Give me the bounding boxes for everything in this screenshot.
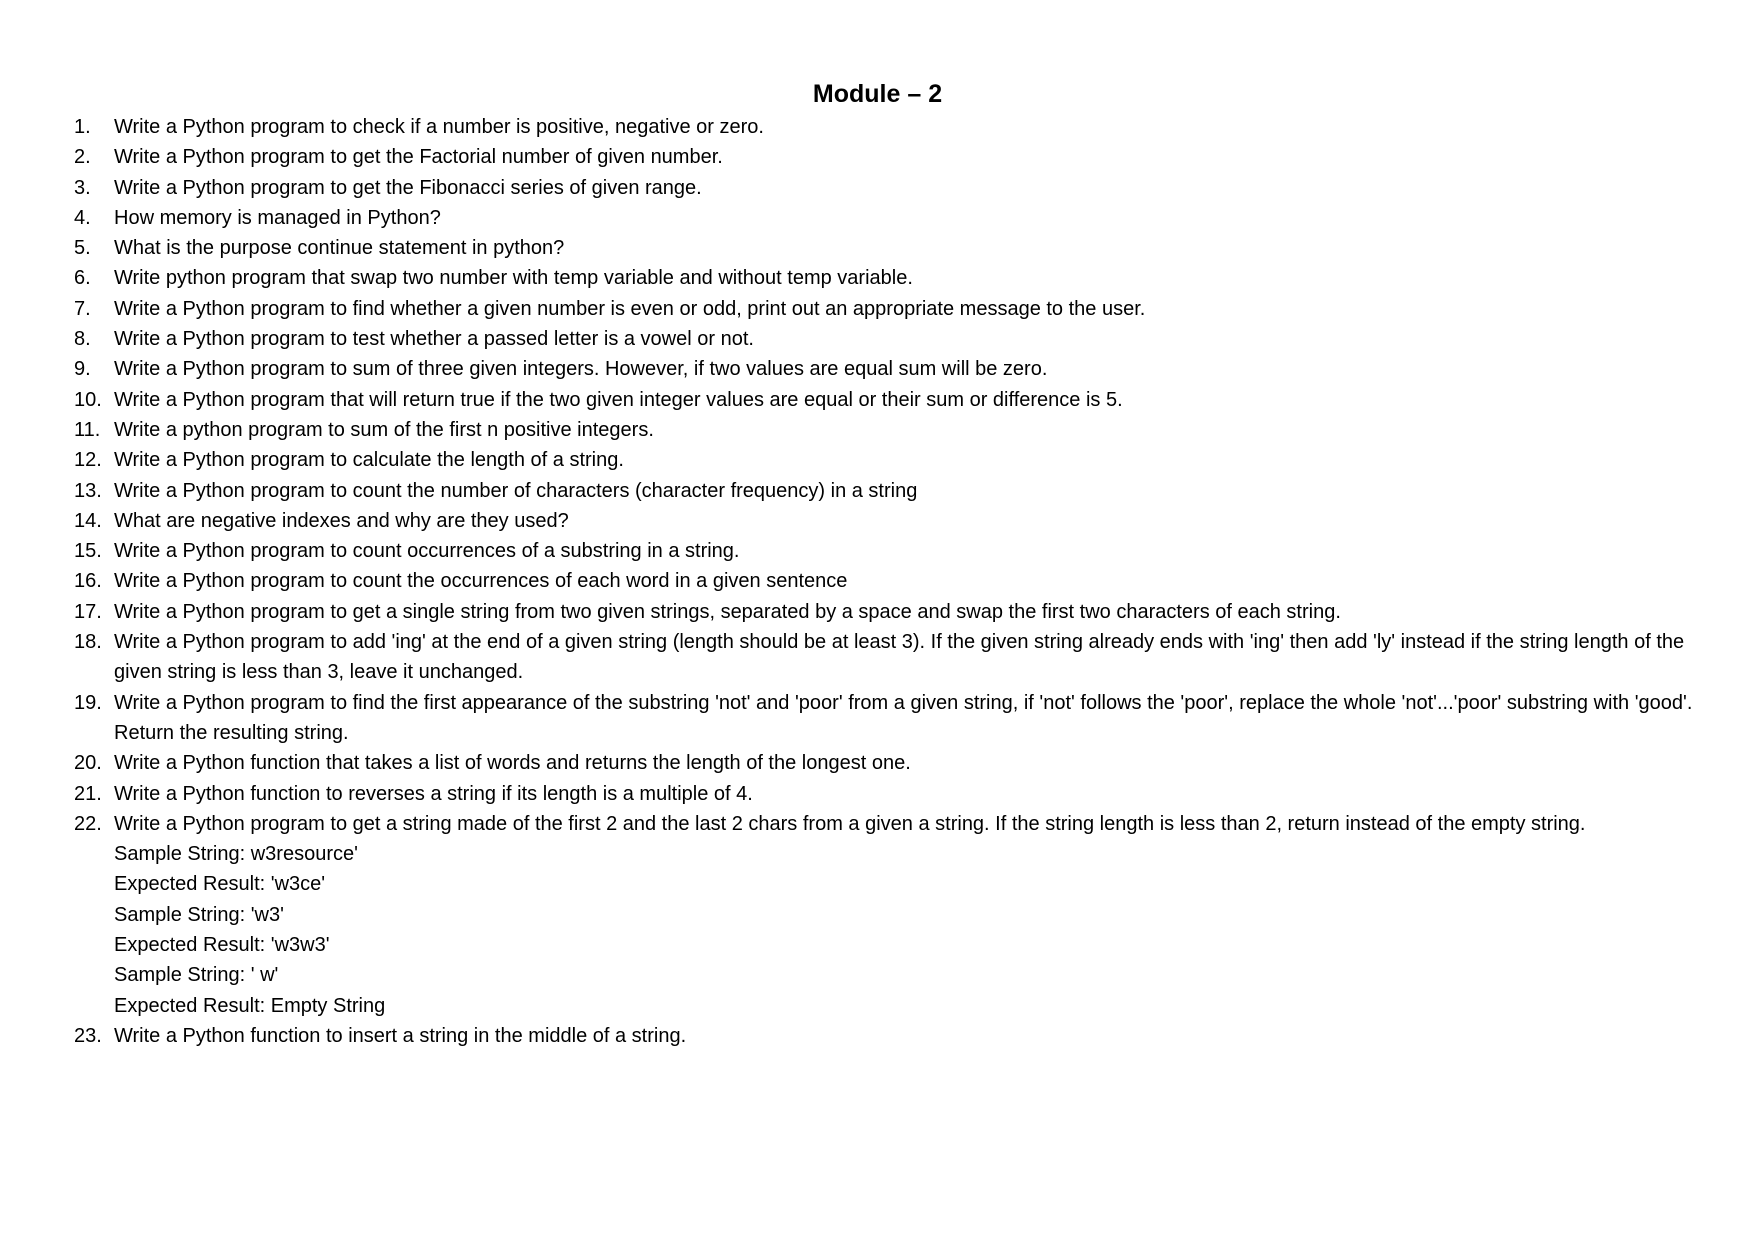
question-number: 20.: [74, 752, 102, 775]
question-item-16: [74, 566, 1694, 596]
question-item-21: [74, 779, 1694, 809]
question-text: Write a Python function to insert a string in the middle of a string.: [114, 1024, 687, 1047]
question-number: 11.: [74, 418, 101, 441]
question-text: Write a Python program to check if a number is positive, negative or zero.: [114, 116, 764, 138]
question-number: 10.: [74, 388, 102, 411]
question-number: 22.: [74, 812, 102, 835]
sample-line: Sample String: 'w3': [114, 903, 284, 926]
question-text: Write a Python program to count the number of characters (character frequency) in a string: [114, 479, 918, 502]
question-number: 14.: [74, 509, 102, 532]
question-text: Write a Python program to get a single string from two given strings, separated by a space and swap the first two characters of each string.: [114, 600, 1341, 623]
question-item-14: [74, 506, 1694, 536]
question-number: 2.: [74, 146, 91, 169]
question-number: 9.: [74, 358, 91, 381]
question-number: 15.: [74, 540, 102, 563]
question-item-20: [74, 748, 1694, 778]
question-text: Write a Python program to sum of three given integers. However, if two values are equal sum will be zero.: [114, 358, 1048, 381]
question-item-15: [74, 536, 1694, 566]
question-text: Write a Python program that will return true if the two given integer values are equal or their sum or difference is 5.: [114, 388, 1123, 411]
question-number: 13.: [74, 479, 102, 502]
sample-line: Expected Result: 'w3w3': [114, 934, 330, 957]
question-number: 7.: [74, 297, 91, 320]
question-number: 17.: [74, 600, 102, 623]
question-item-10: [74, 385, 1694, 415]
question-number: 19.: [74, 691, 102, 714]
page-title: Module – 2: [812, 80, 943, 108]
question-text: How memory is managed in Python?: [114, 206, 441, 229]
question-item-18: [74, 627, 1694, 688]
question-item-1: [74, 112, 1694, 142]
question-number: 6.: [74, 267, 91, 290]
question-item-7: [74, 294, 1694, 324]
question-number: 16.: [74, 570, 102, 593]
question-number: 18.: [74, 631, 102, 654]
question-text: Write a Python program to find whether a given number is even or odd, print out an appropriate message to the user.: [114, 297, 1146, 320]
sample-line: Expected Result: 'w3ce': [114, 873, 326, 896]
sample-line: Sample String: ' w': [114, 964, 279, 987]
question-text: Write a Python program to get the Factorial number of given number.: [114, 146, 723, 169]
question-text: What are negative indexes and why are they used?: [114, 509, 569, 532]
question-body: [114, 809, 1694, 1021]
question-item-12: [74, 445, 1694, 475]
question-text: Write a Python program to count the occurrences of each word in a given sentence: [114, 570, 848, 593]
question-text: Write a Python program to calculate the length of a string.: [114, 449, 624, 472]
question-text: Write a Python function that takes a list of words and returns the length of the longest one.: [114, 752, 911, 775]
question-item-8: [74, 324, 1694, 354]
question-text: Write python program that swap two number with temp variable and without temp variable.: [114, 267, 913, 290]
question-number: 3.: [74, 176, 91, 199]
question-text: Write a Python program to test whether a passed letter is a vowel or not.: [114, 328, 754, 351]
sample-line: Expected Result: Empty String: [114, 994, 386, 1017]
question-number: 5.: [74, 237, 91, 260]
question-text: Write a Python program to get a string made of the first 2 and the last 2 chars from a given a string. If the string length is less than 2, return instead of the empty string.: [114, 812, 1586, 835]
question-text: Write a Python program to add 'ing' at the end of a given string (length should be at least 3). If the given string already ends with 'ing' then add 'ly' instead if the string length of the given string is less than 3, leave it unchanged.: [114, 631, 1685, 684]
question-item-9: [74, 354, 1694, 384]
question-item-19: [74, 688, 1694, 749]
question-item-11: [74, 415, 1694, 445]
question-item-3: [74, 173, 1694, 203]
question-item-5: [74, 233, 1694, 263]
question-item-4: [74, 203, 1694, 233]
question-number: 1.: [74, 116, 91, 138]
question-number: 21.: [74, 782, 102, 805]
question-text: Write a Python program to get the Fibonacci series of given range.: [114, 176, 702, 199]
question-item-22: [74, 809, 1694, 1021]
question-list: [74, 112, 1694, 1051]
question-number: 8.: [74, 328, 91, 351]
question-text: Write a Python function to reverses a string if its length is a multiple of 4.: [114, 782, 753, 805]
question-text: Write a Python program to count occurrences of a substring in a string.: [114, 540, 740, 563]
question-number: 4.: [74, 206, 91, 229]
question-number: 23.: [74, 1024, 102, 1047]
question-item-2: [74, 142, 1694, 172]
question-item-6: [74, 263, 1694, 293]
question-text: Write a python program to sum of the first n positive integers.: [114, 418, 654, 441]
question-item-23: [74, 1021, 1694, 1051]
sample-line: Sample String: w3resource': [114, 843, 358, 866]
question-item-13: [74, 476, 1694, 506]
question-text: Write a Python program to find the first appearance of the substring 'not' and 'poor' from a given string, if 'not' follows the 'poor', replace the whole 'not'...'poor' substring with 'good'. Return the resulting string.: [114, 691, 1693, 744]
question-item-17: [74, 597, 1694, 627]
question-text: What is the purpose continue statement in python?: [114, 237, 565, 260]
question-number: 12.: [74, 449, 102, 472]
